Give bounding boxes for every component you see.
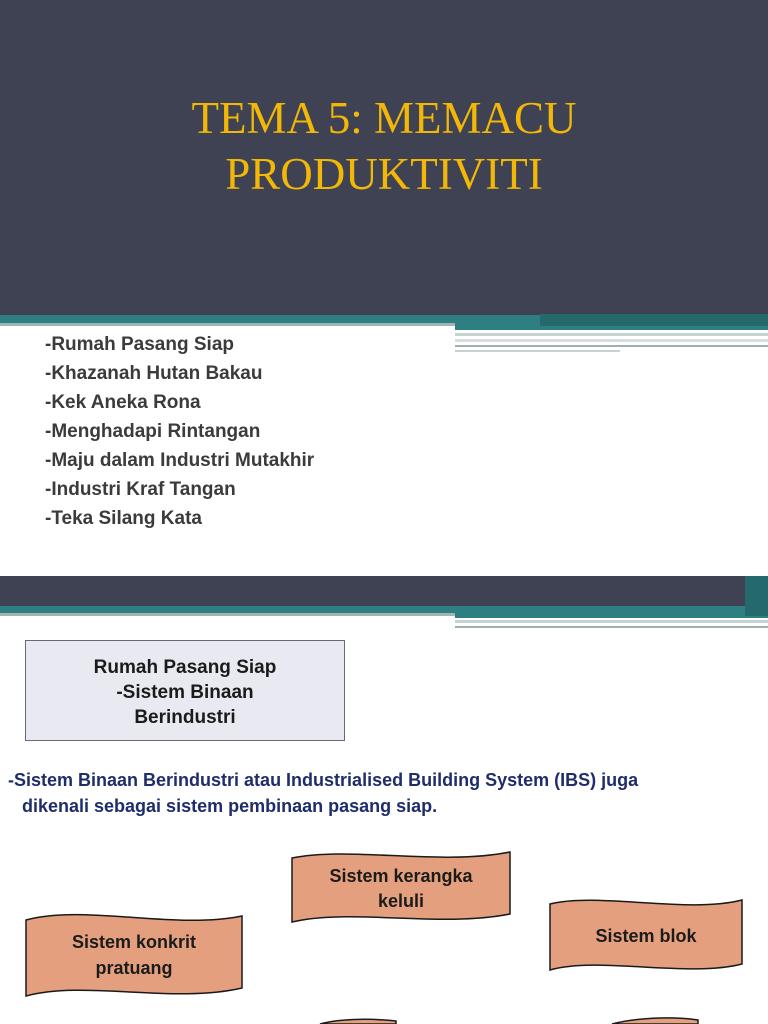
- topic-item: -Maju dalam Industri Mutakhir: [45, 450, 315, 471]
- title-box-line1: Rumah Pasang Siap: [93, 657, 277, 678]
- banner-partial-right: [610, 1016, 700, 1024]
- slide1-title-line2: PRODUKTIVITI: [225, 149, 543, 199]
- banner-label-line2: keluli: [377, 891, 425, 911]
- ibs-description: [8, 767, 768, 819]
- banner-shape: [24, 910, 244, 1000]
- topic-list: [45, 330, 314, 533]
- banner-sistem-konkrit-pratuang: [24, 910, 244, 1000]
- slide2-header: [0, 576, 768, 606]
- topic-item: -Khazanah Hutan Bakau: [45, 363, 263, 384]
- title-box-line2: -Sistem Binaan: [116, 682, 254, 703]
- topic-item: -Menghadapi Rintangan: [45, 421, 261, 442]
- banner-shape: [318, 1018, 398, 1024]
- topic-item: -Industri Kraf Tangan: [45, 479, 236, 500]
- banner-sistem-blok: [548, 896, 744, 976]
- ibs-description-line2: dikenali sebagai sistem pembinaan pasang siap.: [22, 796, 438, 816]
- banner-partial-left: [318, 1018, 398, 1024]
- slide1-title: [0, 90, 768, 202]
- slide2-title-box: [25, 640, 345, 741]
- topic-item: -Teka Silang Kata: [45, 508, 202, 529]
- banner-shape: [610, 1016, 700, 1024]
- topic-item: -Rumah Pasang Siap: [45, 334, 234, 355]
- banner-sistem-kerangka-keluli: [290, 850, 512, 928]
- title-box-line3: Berindustri: [134, 707, 236, 728]
- banner-label-line2: pratuang: [95, 958, 173, 978]
- ibs-description-line1: -Sistem Binaan Berindustri atau Industrialised Building System (IBS) juga: [8, 770, 639, 790]
- topic-item: -Kek Aneka Rona: [45, 392, 201, 413]
- banner-label-line1: Sistem konkrit: [71, 932, 197, 952]
- slide1-header: [0, 0, 768, 315]
- banner-label-line1: Sistem blok: [595, 926, 697, 946]
- slide1-title-line1: TEMA 5: MEMACU: [191, 93, 577, 143]
- banner-label-line1: Sistem kerangka: [329, 866, 473, 886]
